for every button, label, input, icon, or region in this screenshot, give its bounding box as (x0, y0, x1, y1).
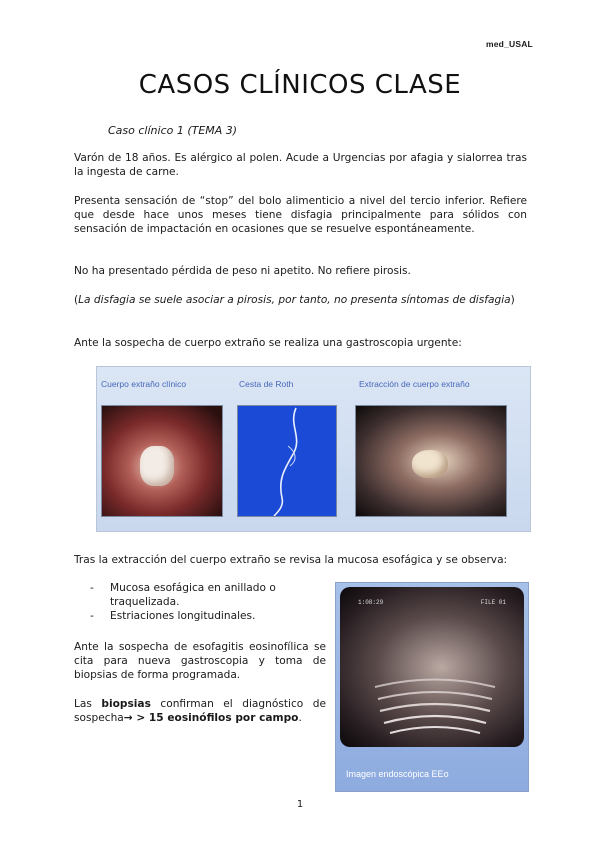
paragraph-symptoms: Presenta sensación de “stop” del bolo alimenticio a nivel del tercio inferior. Refiere que desde hace unos meses tiene disfagia principalmente para sólidos con sensación de impactación en ocasiones que se resuelve espontáneamente. (74, 195, 527, 235)
figure-caption: Imagen endoscópica EEo (346, 769, 449, 779)
paragraph-eosinophilic-suspicion: Ante la sospecha de esofagitis eosinofílica se cita para nueva gastroscopia y toma de biopsias de forma programada. (74, 641, 326, 681)
endoscopy-composite-image (96, 366, 531, 532)
header-tag: med_USAL (486, 39, 533, 49)
food-bolus-shape (140, 446, 174, 486)
biopsy-end: . (298, 712, 302, 724)
endoscopy-panel-foreign-body (101, 405, 223, 517)
biopsy-prefix: Las (74, 698, 102, 710)
scope-overlay-right: FILE 01 (480, 599, 506, 606)
paragraph-note (74, 293, 527, 307)
endoscopy-panel-extraction (355, 405, 507, 517)
paragraph-negatives: No ha presentado pérdida de peso ni apetito. No refiere pirosis. (74, 265, 411, 277)
paragraph-presentation: Varón de 18 años. Es alérgico al polen. Acude a Urgencias por afagia y sialorrea tras la ingesta de carne. (74, 152, 527, 178)
note-italic-text: La disfagia se suele asociar a pirosis, por tanto, no presenta síntomas de disfagia (78, 294, 511, 306)
endoscopy-panel-roth-basket (237, 405, 337, 517)
case-subtitle: Caso clínico 1 (TEMA 3) (108, 124, 238, 137)
page-number: 1 (296, 799, 304, 810)
biopsy-middle: confirman el diagnóstico de sospecha (74, 698, 326, 724)
paragraph-gastroscopy: Ante la sospecha de cuerpo extraño se realiza una gastroscopia urgente: (74, 337, 462, 349)
paragraph-mucosa-review: Tras la extracción del cuerpo extraño se revisa la mucosa esofágica y se observa: (74, 554, 508, 566)
page-title: CASOS CLÍNICOS CLASE (138, 70, 462, 100)
scope-overlay-left: 1:08:29 (358, 599, 384, 606)
esophageal-rings (370, 667, 500, 737)
figure-label-extraction: Extracción de cuerpo extraño (359, 379, 470, 389)
biopsy-bold-term: biopsias (101, 698, 151, 710)
figure-label-foreign-body: Cuerpo extraño clínico (101, 379, 187, 389)
findings-list (90, 581, 330, 623)
paragraph-biopsy-result (74, 697, 326, 725)
note-open-paren: ( (74, 294, 79, 306)
extracted-bolus-shape (412, 450, 448, 478)
list-item: - Estriaciones longitudinales. (90, 609, 330, 623)
biopsy-bold-result: → > 15 eosinófilos por campo (123, 712, 299, 724)
figure-label-roth-basket: Cesta de Roth (239, 379, 294, 389)
note-close-paren: ) (510, 294, 515, 306)
endoscopy-eoe-image (335, 582, 529, 792)
list-item: - Mucosa esofágica en anillado o traquelizada. (90, 581, 330, 609)
roth-basket-wire (238, 406, 336, 516)
endoscopic-view (340, 587, 524, 747)
